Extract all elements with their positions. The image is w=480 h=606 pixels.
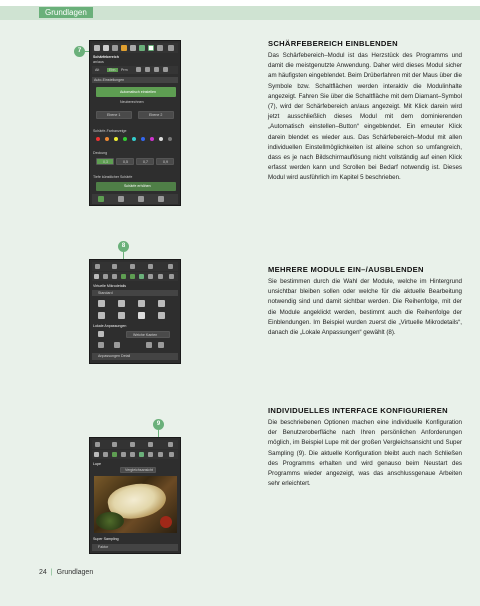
magnifier-icon[interactable] [112, 452, 117, 457]
swatch-2[interactable] [105, 137, 109, 141]
top-bar [0, 0, 480, 20]
supersampling-dropdown[interactable] [92, 544, 178, 551]
local-icon-1[interactable] [98, 342, 104, 348]
local-icon-3[interactable] [146, 342, 152, 348]
local-icon-4[interactable] [158, 342, 164, 348]
section-body: Sie bestimmen durch die Wahl der Module, welche im Hintergrund unsichtbar bleiben sollen oder welche für die aktuelle Bearbeitung notwendig sind und damit sichtbar werden. Die Reihenfolge, mit der die Module angeklickt werden, bestimmt auch die Reihenfolge der Einblendungen. Im Beispiel wurden zuerst die „Virtuelle Mikrodetails“, danach die „Lokale Anpassungen“ gewählt (8). [268, 278, 462, 337]
sharpen-label: Tiefe künstlicher Schärfe [93, 175, 133, 179]
mode-icon-3[interactable] [154, 67, 159, 72]
opacity-09-label: 0,9 [163, 160, 168, 164]
plus-icon[interactable] [95, 264, 100, 269]
marker-8: 8 [118, 241, 129, 252]
toolbar-row-3 [92, 450, 178, 459]
brush-icon [130, 452, 135, 457]
opacity-03[interactable] [96, 158, 114, 165]
section-sharpness [268, 39, 462, 184]
marker-7: 7 [74, 46, 85, 57]
section-title: MEHRERE MODULE EIN–/AUSBLENDEN [268, 265, 424, 274]
module-sub: an/aus [93, 60, 104, 64]
compare-view-button[interactable] [120, 467, 156, 473]
detail-icon-4[interactable] [158, 300, 165, 307]
swatch-7[interactable] [150, 137, 154, 141]
swatch-9[interactable] [168, 137, 172, 141]
arrow-icon[interactable] [168, 264, 173, 269]
screenshot-custom-interface [89, 437, 181, 554]
detail-icon-1[interactable] [98, 300, 105, 307]
lupe-preview-image [94, 476, 177, 533]
tab-prm[interactable]: Prm [121, 68, 128, 72]
color-display-label: Schärfe-Farbanzeige [93, 129, 127, 133]
screenshot-sharpness-module [89, 40, 181, 206]
adjust-detail-dropdown[interactable] [92, 353, 178, 360]
toolbar-row [92, 43, 178, 53]
tab-alt[interactable]: Alt [95, 68, 100, 72]
tabs-row [92, 66, 178, 74]
mode-icon-4[interactable] [163, 67, 168, 72]
bottom-icon-4[interactable] [158, 196, 164, 202]
module-lupe-title: Lupe [93, 462, 101, 466]
nav-row [92, 262, 178, 271]
module-title: Schärfebereich [93, 55, 119, 59]
footer-chapter: Grundlagen [56, 569, 94, 576]
sharpen-button[interactable] [96, 182, 176, 191]
gear-icon [169, 452, 174, 457]
bottom-icon-3[interactable] [138, 196, 144, 202]
swatch-8[interactable] [159, 137, 163, 141]
diamond-icon[interactable] [148, 452, 153, 457]
layer-1-label: Ebene 1 [107, 113, 121, 117]
page-number: 24 [39, 569, 47, 576]
color-swatches [96, 137, 176, 142]
section-multiple-modules [268, 265, 462, 338]
dots-icon [94, 452, 99, 457]
wifi-icon [103, 452, 108, 457]
compare-view-label: Vergleichsansicht [125, 468, 153, 472]
diamond-icon[interactable] [148, 274, 153, 279]
arrow-icon[interactable] [168, 442, 173, 447]
detail-icon-6[interactable] [118, 312, 125, 319]
opacity-03-label: 0,3 [103, 160, 108, 164]
detail-icon-5[interactable] [98, 312, 105, 319]
flower-icon [158, 274, 163, 279]
opacity-05-label: 0,5 [123, 160, 128, 164]
swatch-3[interactable] [114, 137, 118, 141]
opacity-07[interactable] [136, 158, 154, 165]
minus-icon[interactable] [130, 264, 135, 269]
adjust-detail-label: Anpassungen Detail [98, 354, 131, 358]
color-icon [139, 452, 144, 457]
page-footer [39, 569, 93, 576]
section-body: Das Schärfebereich–Modul ist das Herzstück des Programms und damit die meistgenutzte Anwendung. Daher wird dieses Modul sicher am häufigsten eingeblendet. Beim Drüberfahren mit der Maus über die Symbole bzw. Schaltflächen werden interaktiv die Modulinhalte angezeigt. Fahren Sie über die Schaltfläche mit dem Diamant–Symbol (7), wird der Schärfebereich an/aus angezeigt. Mit Klick darein wird jetzt ausschließlich dieses Modul mit dem dominierenden „Automatisch einstellen–Button“ eingeblendet. Ein erneuter Klick darein blendet es wieder aus. Das Schärfebereich–Modul mit allen individuellen Einstellmöglichkeiten ist alleine schon so umfangreich, dass es je nach Bildschirmauflösung nicht vollständig auf einen Klick erfasst werden kann und Scrollen bei Bedarf notwendig ist. Dieses Modul wird ausführlich im Kapitel 5 beschrieben. [268, 52, 462, 182]
fire-icon [121, 452, 126, 457]
section-title: SCHÄRFEBEREICH EINBLENDEN [268, 39, 398, 48]
search-icon[interactable] [112, 442, 117, 447]
footer-separator: | [50, 569, 53, 576]
section-body: Die beschriebenen Optionen machen eine individuelle Konfiguration der Benutzeroberfläche nach Ihren persönlichen Anforderungen möglich, im Beispiel Lupe mit der großen Vergleichsansicht und Super Sampling (9). Die aktuelle Konfiguration bleibt auch nach Schließen des Programms erhalten und wird genauso beim Neustart des Programms wieder angezeigt, was das anschlussgenaue Arbeiten sehr erleichtert. [268, 419, 462, 488]
brush-icon [130, 45, 136, 51]
plus-icon[interactable] [95, 442, 100, 447]
auto-dropdown[interactable] [92, 77, 178, 83]
microdetails-dropdown-label: Standard [98, 291, 113, 295]
color-icon [139, 274, 144, 279]
dots-icon [94, 274, 99, 279]
wifi-icon [103, 274, 108, 279]
opacity-05[interactable] [116, 158, 134, 165]
auto-adjust-label: Automatisch einstellen [120, 90, 156, 94]
magnifier-icon [112, 45, 118, 51]
swatch-1[interactable] [96, 137, 100, 141]
detail-icon-2[interactable] [118, 300, 125, 307]
flower-icon [157, 45, 163, 51]
sharpen-button-label: Schärfe erhöhen [124, 184, 151, 188]
tomato-shape [160, 516, 172, 528]
bottom-icon-1[interactable] [98, 196, 104, 202]
screenshot-multiple-modules [89, 259, 181, 364]
bottom-icon-row [92, 194, 178, 204]
soft-edges-dropdown[interactable] [126, 331, 170, 338]
color-icon [139, 45, 145, 51]
auto-adjust-button[interactable] [96, 87, 176, 97]
swatch-6[interactable] [141, 137, 145, 141]
swatch-5[interactable] [132, 137, 136, 141]
wifi-icon [103, 45, 109, 51]
detail-icon-7[interactable] [138, 312, 145, 319]
opacity-09[interactable] [156, 158, 174, 165]
opacity-07-label: 0,7 [143, 160, 148, 164]
flower-icon [158, 452, 163, 457]
soft-edges-label: Weiche Kanten [133, 333, 158, 337]
microdetail-icon[interactable] [121, 274, 126, 279]
opacity-label: Deckung [93, 151, 108, 155]
search-icon[interactable] [112, 264, 117, 269]
module-microdetails-title: Virtuelle Mikrodetails [93, 284, 127, 288]
auto-dropdown-label: Auto-Einstellungen [94, 78, 125, 82]
layer-1-button[interactable] [96, 111, 132, 119]
diamond-icon[interactable] [148, 45, 154, 51]
tab-ebn[interactable]: Ebn. [109, 68, 117, 72]
microdetails-dropdown[interactable] [92, 290, 178, 296]
rotate-icon[interactable] [148, 264, 153, 269]
local-icon-2[interactable] [114, 342, 120, 348]
refresh-label[interactable]: Neuberechnen [120, 100, 144, 104]
nav-row [92, 440, 178, 449]
gear-icon [168, 45, 174, 51]
brush-icon[interactable] [130, 274, 135, 279]
marker-9: 9 [153, 419, 164, 430]
rotate-icon[interactable] [148, 442, 153, 447]
dots-icon [94, 45, 100, 51]
mode-icon-1[interactable] [136, 67, 141, 72]
magnifier-icon [112, 274, 117, 279]
toolbar-row-2 [92, 272, 178, 281]
section-title: INDIVIDUELLES INTERFACE KONFIGURIEREN [268, 406, 448, 415]
section-custom-interface [268, 406, 462, 489]
swatch-4[interactable] [123, 137, 127, 141]
module-supersampling-title: Super Sampling [93, 537, 119, 541]
fire-icon [121, 45, 127, 51]
detail-icon-8[interactable] [158, 312, 165, 319]
brush-tool-icon[interactable] [98, 331, 104, 337]
gear-icon [169, 274, 174, 279]
mode-icon-2[interactable] [145, 67, 150, 72]
bottom-icon-2[interactable] [118, 196, 124, 202]
module-local-title: Lokale Anpassungen [93, 324, 127, 328]
minus-icon[interactable] [130, 442, 135, 447]
layer-2-button[interactable] [138, 111, 174, 119]
layer-2-label: Ebene 2 [149, 113, 163, 117]
detail-icon-3[interactable] [138, 300, 145, 307]
chapter-header: Grundlagen [39, 7, 93, 18]
herb-shape [96, 512, 124, 530]
supersampling-dropdown-label: Faktor [98, 545, 109, 549]
